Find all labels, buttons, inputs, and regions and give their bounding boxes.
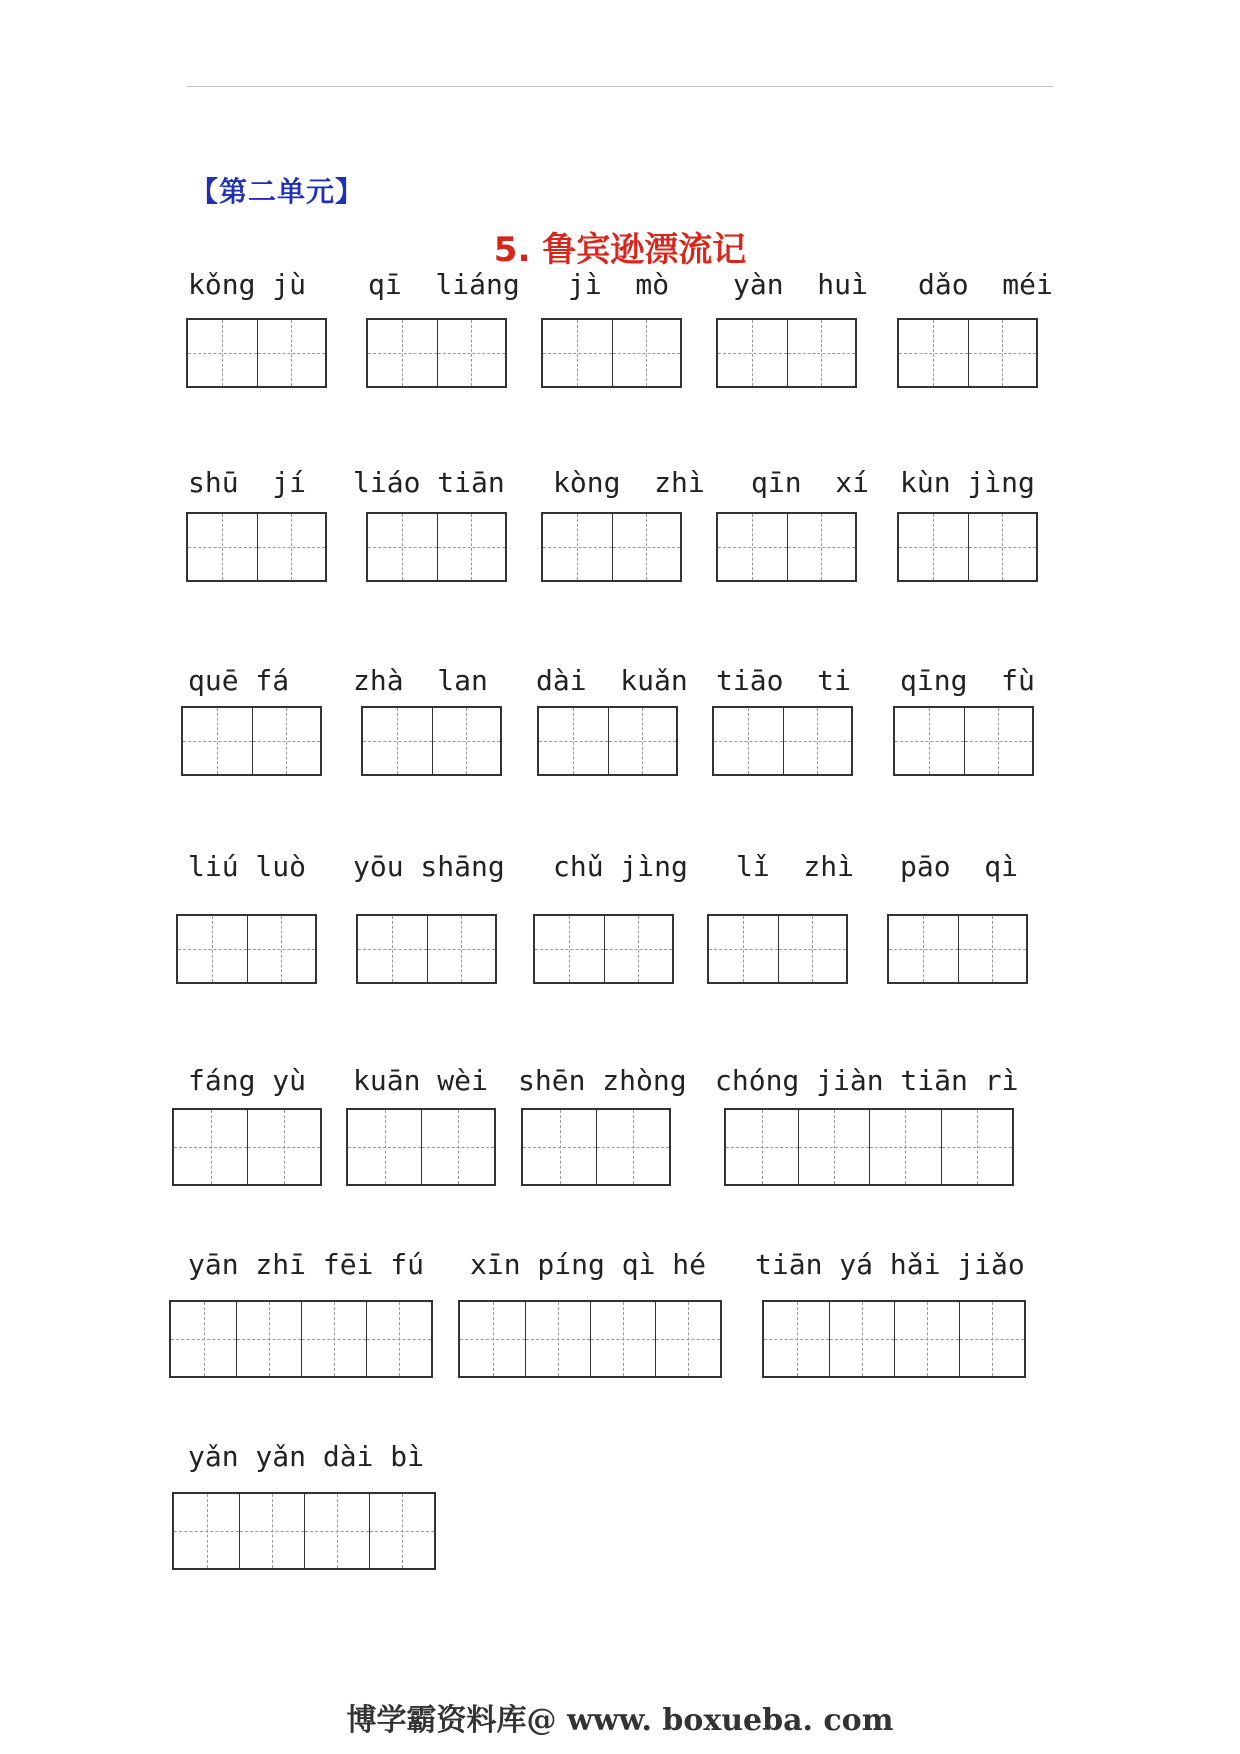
cell-guide-horizontal	[543, 547, 612, 548]
cell-guide-horizontal	[174, 1147, 247, 1148]
pinyin-label: dài kuǎn	[536, 664, 688, 697]
cell-guide-horizontal	[348, 1147, 421, 1148]
cell-guide-horizontal	[779, 949, 847, 950]
pinyin-label: kùn jìng	[900, 466, 1035, 499]
character-cell[interactable]	[236, 1302, 301, 1376]
character-cell[interactable]	[369, 1494, 434, 1568]
tian-grid-answer-box[interactable]	[366, 512, 507, 582]
cell-guide-horizontal	[302, 1339, 366, 1340]
character-cell[interactable]	[437, 320, 506, 386]
character-cell[interactable]	[171, 1302, 236, 1376]
pinyin-label: yān zhī fēi fú	[188, 1248, 425, 1281]
character-cell[interactable]	[968, 514, 1037, 580]
cell-guide-horizontal	[597, 1147, 669, 1148]
cell-guide-horizontal	[784, 741, 852, 742]
tian-grid-answer-box[interactable]	[897, 512, 1038, 582]
pinyin-label: kuān wèi	[353, 1064, 488, 1097]
tian-grid-answer-box[interactable]	[172, 1492, 436, 1570]
tian-grid-answer-box[interactable]	[366, 318, 507, 388]
tian-grid-answer-box[interactable]	[361, 706, 502, 776]
character-cell[interactable]	[895, 708, 964, 774]
character-cell[interactable]	[247, 1110, 320, 1184]
cell-guide-horizontal	[535, 949, 604, 950]
character-cell[interactable]	[889, 916, 958, 982]
cell-guide-horizontal	[171, 1339, 236, 1340]
character-cell[interactable]	[714, 708, 783, 774]
cell-guide-horizontal	[358, 949, 427, 950]
pinyin-label: jì mò	[568, 268, 670, 301]
character-cell[interactable]	[183, 708, 252, 774]
character-cell[interactable]	[829, 1302, 894, 1376]
character-cell[interactable]	[798, 1110, 870, 1184]
character-cell[interactable]	[523, 1110, 596, 1184]
character-cell[interactable]	[608, 708, 677, 774]
cell-guide-horizontal	[714, 741, 783, 742]
cell-guide-horizontal	[899, 353, 968, 354]
character-cell[interactable]	[543, 320, 612, 386]
cell-guide-horizontal	[240, 1531, 304, 1532]
character-cell[interactable]	[257, 514, 326, 580]
tian-grid-answer-box[interactable]	[458, 1300, 722, 1378]
tian-grid-answer-box[interactable]	[186, 318, 327, 388]
cell-guide-horizontal	[718, 353, 787, 354]
pinyin-label: qīn xí	[751, 466, 870, 499]
pinyin-label: xīn píng qì hé	[470, 1248, 707, 1281]
character-cell[interactable]	[612, 514, 681, 580]
pinyin-label: chóng jiàn tiān rì	[715, 1064, 1019, 1097]
character-cell[interactable]	[368, 514, 437, 580]
character-cell[interactable]	[460, 1302, 525, 1376]
cell-guide-horizontal	[942, 1147, 1013, 1148]
cell-guide-horizontal	[605, 949, 673, 950]
character-cell[interactable]	[174, 1494, 239, 1568]
cell-guide-horizontal	[788, 547, 856, 548]
tian-grid-answer-box[interactable]	[716, 512, 857, 582]
character-cell[interactable]	[188, 514, 257, 580]
character-cell[interactable]	[174, 1110, 247, 1184]
cell-guide-horizontal	[438, 547, 506, 548]
pinyin-label: zhà lan	[353, 664, 488, 697]
pinyin-label: yōu shāng	[353, 850, 505, 883]
tian-grid-answer-box[interactable]	[533, 914, 674, 984]
character-cell[interactable]	[959, 1302, 1024, 1376]
pinyin-label: pāo qì	[900, 850, 1019, 883]
character-cell[interactable]	[894, 1302, 959, 1376]
tian-grid-answer-box[interactable]	[893, 706, 1034, 776]
pinyin-label: liú luò	[188, 850, 307, 883]
cell-guide-horizontal	[174, 1531, 239, 1532]
header-rule	[187, 86, 1053, 87]
cell-guide-horizontal	[591, 1339, 655, 1340]
character-cell[interactable]	[718, 320, 787, 386]
cell-guide-horizontal	[788, 353, 856, 354]
tian-grid-answer-box[interactable]	[521, 1108, 671, 1186]
character-cell[interactable]	[301, 1302, 366, 1376]
tian-grid-answer-box[interactable]	[897, 318, 1038, 388]
pinyin-label: qīng fù	[900, 664, 1035, 697]
cell-guide-horizontal	[367, 1339, 431, 1340]
tian-grid-answer-box[interactable]	[346, 1108, 496, 1186]
cell-guide-horizontal	[433, 741, 501, 742]
cell-guide-horizontal	[178, 949, 247, 950]
tian-grid-answer-box[interactable]	[176, 914, 317, 984]
pinyin-label: shū jí	[188, 466, 307, 499]
character-cell[interactable]	[427, 916, 496, 982]
cell-guide-horizontal	[248, 1147, 320, 1148]
pinyin-label: fáng yù	[188, 1064, 307, 1097]
character-cell[interactable]	[899, 514, 968, 580]
cell-guide-horizontal	[764, 1339, 829, 1340]
cell-guide-horizontal	[428, 949, 496, 950]
tian-grid-answer-box[interactable]	[712, 706, 853, 776]
pinyin-label: kǒng jù	[188, 268, 307, 301]
cell-guide-horizontal	[258, 547, 326, 548]
cell-guide-horizontal	[258, 353, 326, 354]
cell-guide-horizontal	[438, 353, 506, 354]
character-cell[interactable]	[535, 916, 604, 982]
cell-guide-horizontal	[460, 1339, 525, 1340]
pinyin-label: chǔ jìng	[553, 850, 688, 883]
character-cell[interactable]	[787, 320, 856, 386]
cell-guide-horizontal	[656, 1339, 720, 1340]
character-cell[interactable]	[783, 708, 852, 774]
character-cell[interactable]	[257, 320, 326, 386]
character-cell[interactable]	[247, 916, 316, 982]
character-cell[interactable]	[787, 514, 856, 580]
character-cell[interactable]	[178, 916, 247, 982]
cell-guide-horizontal	[969, 353, 1037, 354]
tian-grid-answer-box[interactable]	[186, 512, 327, 582]
character-cell[interactable]	[421, 1110, 494, 1184]
unit-label: 【第二单元】	[190, 175, 365, 208]
cell-guide-horizontal	[889, 949, 958, 950]
character-cell[interactable]	[726, 1110, 798, 1184]
character-cell[interactable]	[366, 1302, 431, 1376]
tian-grid-answer-box[interactable]	[356, 914, 497, 984]
tian-grid-answer-box[interactable]	[762, 1300, 1026, 1378]
tian-grid-answer-box[interactable]	[169, 1300, 433, 1378]
tian-grid-answer-box[interactable]	[887, 914, 1028, 984]
cell-guide-horizontal	[613, 353, 681, 354]
cell-guide-horizontal	[539, 741, 608, 742]
pinyin-label: shēn zhòng	[518, 1064, 687, 1097]
character-cell[interactable]	[590, 1302, 655, 1376]
pinyin-label: tiān yá hǎi jiǎo	[755, 1248, 1025, 1281]
character-cell[interactable]	[869, 1110, 941, 1184]
pinyin-label: qī liáng	[368, 268, 520, 301]
cell-guide-horizontal	[370, 1531, 434, 1532]
cell-guide-horizontal	[709, 949, 778, 950]
character-cell[interactable]	[604, 916, 673, 982]
character-cell[interactable]	[718, 514, 787, 580]
tian-grid-answer-box[interactable]	[724, 1108, 1014, 1186]
cell-guide-horizontal	[965, 741, 1033, 742]
tian-grid-answer-box[interactable]	[541, 512, 682, 582]
character-cell[interactable]	[348, 1110, 421, 1184]
pinyin-label: dǎo méi	[918, 268, 1053, 301]
character-cell[interactable]	[239, 1494, 304, 1568]
cell-guide-horizontal	[363, 741, 432, 742]
tian-grid-answer-box[interactable]	[172, 1108, 322, 1186]
cell-guide-horizontal	[188, 353, 257, 354]
cell-guide-horizontal	[422, 1147, 494, 1148]
cell-guide-horizontal	[895, 741, 964, 742]
character-cell[interactable]	[596, 1110, 669, 1184]
cell-guide-horizontal	[969, 547, 1037, 548]
character-cell[interactable]	[899, 320, 968, 386]
cell-guide-horizontal	[799, 1147, 870, 1148]
pinyin-label: yàn huì	[733, 268, 868, 301]
character-cell[interactable]	[778, 916, 847, 982]
watermark-footer: 博学霸资料库@ www. boxueba. com	[346, 1703, 894, 1738]
cell-guide-horizontal	[368, 547, 437, 548]
tian-grid-answer-box[interactable]	[707, 914, 848, 984]
character-cell[interactable]	[709, 916, 778, 982]
cell-guide-horizontal	[726, 1147, 798, 1148]
character-cell[interactable]	[525, 1302, 590, 1376]
cell-guide-horizontal	[718, 547, 787, 548]
cell-guide-horizontal	[253, 741, 321, 742]
character-cell[interactable]	[368, 320, 437, 386]
cell-guide-horizontal	[368, 353, 437, 354]
cell-guide-horizontal	[237, 1339, 301, 1340]
cell-guide-horizontal	[248, 949, 316, 950]
pinyin-label: tiāo ti	[716, 664, 851, 697]
lesson-title: 5. 鲁宾逊漂流记	[493, 230, 747, 270]
tian-grid-answer-box[interactable]	[716, 318, 857, 388]
character-cell[interactable]	[764, 1302, 829, 1376]
tian-grid-answer-box[interactable]	[181, 706, 322, 776]
character-cell[interactable]	[964, 708, 1033, 774]
character-cell[interactable]	[188, 320, 257, 386]
cell-guide-horizontal	[305, 1531, 369, 1532]
character-cell[interactable]	[252, 708, 321, 774]
tian-grid-answer-box[interactable]	[537, 706, 678, 776]
character-cell[interactable]	[612, 320, 681, 386]
character-cell[interactable]	[437, 514, 506, 580]
pinyin-label: lǐ zhì	[736, 850, 855, 883]
cell-guide-horizontal	[613, 547, 681, 548]
cell-guide-horizontal	[526, 1339, 590, 1340]
cell-guide-horizontal	[188, 547, 257, 548]
pinyin-label: quē fá	[188, 664, 290, 697]
tian-grid-answer-box[interactable]	[541, 318, 682, 388]
pinyin-label: liáo tiān	[353, 466, 505, 499]
character-cell[interactable]	[304, 1494, 369, 1568]
character-cell[interactable]	[543, 514, 612, 580]
character-cell[interactable]	[539, 708, 608, 774]
cell-guide-horizontal	[183, 741, 252, 742]
cell-guide-horizontal	[870, 1147, 941, 1148]
cell-guide-horizontal	[830, 1339, 894, 1340]
pinyin-label: kòng zhì	[553, 466, 705, 499]
character-cell[interactable]	[968, 320, 1037, 386]
cell-guide-horizontal	[523, 1147, 596, 1148]
cell-guide-horizontal	[959, 949, 1027, 950]
character-cell[interactable]	[941, 1110, 1013, 1184]
character-cell[interactable]	[958, 916, 1027, 982]
character-cell[interactable]	[432, 708, 501, 774]
cell-guide-horizontal	[543, 353, 612, 354]
character-cell[interactable]	[655, 1302, 720, 1376]
cell-guide-horizontal	[960, 1339, 1024, 1340]
cell-guide-horizontal	[899, 547, 968, 548]
cell-guide-horizontal	[609, 741, 677, 742]
cell-guide-horizontal	[895, 1339, 959, 1340]
character-cell[interactable]	[358, 916, 427, 982]
character-cell[interactable]	[363, 708, 432, 774]
pinyin-label: yǎn yǎn dài bì	[188, 1440, 425, 1473]
